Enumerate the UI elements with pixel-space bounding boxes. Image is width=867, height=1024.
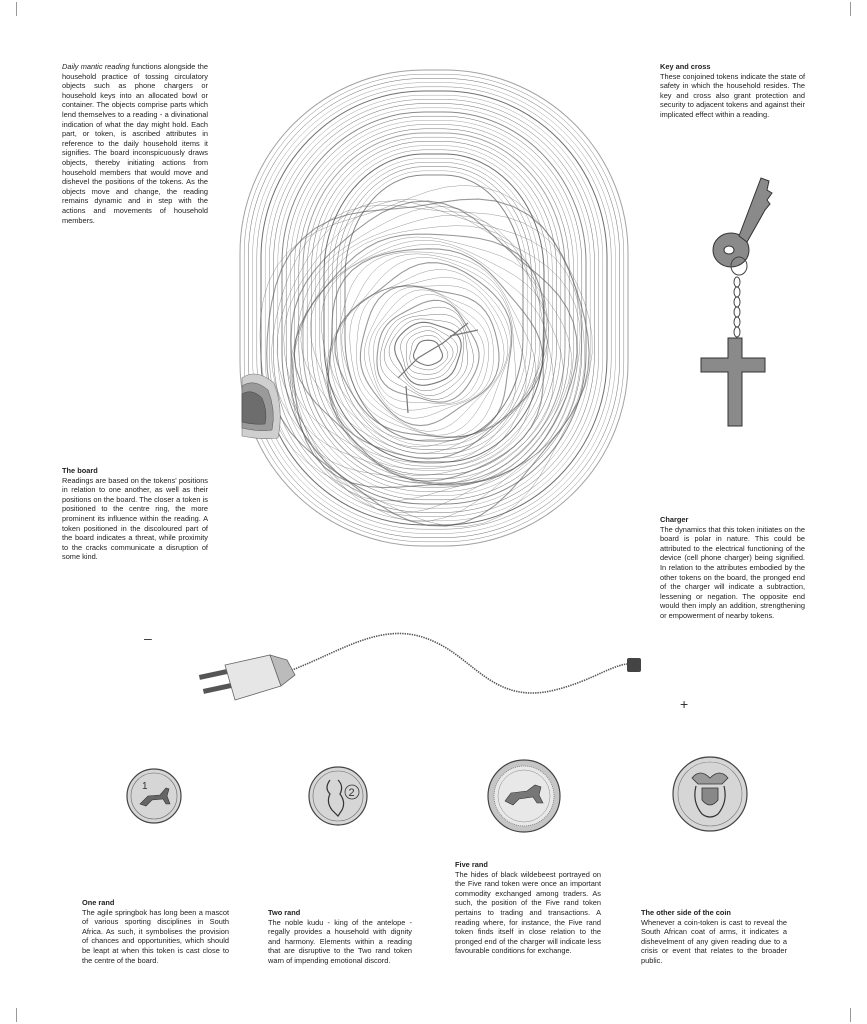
two-rand-description <box>268 908 412 966</box>
board-outer-ring <box>299 129 569 487</box>
board-outer-ring <box>303 133 565 483</box>
intro-paragraph <box>62 62 208 225</box>
board-growth-ring <box>267 199 589 526</box>
board-outer-ring <box>316 146 553 471</box>
board-outer-ring <box>341 171 527 445</box>
charger-description <box>660 515 805 621</box>
board-growth-ring <box>321 244 547 463</box>
board-outer-ring <box>345 175 523 441</box>
board-growth-ring <box>377 300 479 402</box>
crop-mark-top-left <box>2 2 17 16</box>
charger-plug <box>199 655 295 700</box>
other-side-description <box>641 908 787 966</box>
board-growth-ring <box>406 331 453 375</box>
two-rand-body: The noble kudu - king of the antelope - regally provides a household with dignity and harmony. Elements within a reading that are disruptive to the Two rand token warn of impending emotional discord. <box>268 917 412 965</box>
charger-body: The dynamics that this token initiates on the board is polar in nature. This could be attributed to the electrical functioning of the device (cell phone charger) being signified. In relation to the attributes embodied by the other tokens on the board, the pronged end of the charger will indicate a subtraction, lessening or negation. The opposite end would then imply an addition, strengthening or empowerment of nearby tokens. <box>660 524 805 620</box>
board-outer-ring <box>324 154 544 462</box>
board-outer-ring <box>261 91 607 525</box>
charger-cable <box>287 633 633 693</box>
board-growth-ring <box>414 340 443 365</box>
charger-plus-sign: + <box>680 696 689 712</box>
five-rand-coin <box>487 759 561 833</box>
charger-heading: Charger <box>660 515 689 524</box>
board-rings <box>240 70 628 546</box>
board-growth-ring <box>395 322 462 385</box>
coat-of-arms-coin <box>672 756 748 832</box>
board-growth-ring <box>373 294 484 403</box>
board-growth-ring <box>369 290 489 410</box>
board-growth-ring <box>291 201 577 488</box>
crop-mark-top-right <box>850 2 865 16</box>
one-rand-numeral: 1 <box>142 781 148 792</box>
one-rand-heading: One rand <box>82 898 115 907</box>
crop-mark-bottom-right <box>850 1008 865 1022</box>
two-rand-heading: Two rand <box>268 908 301 917</box>
one-rand-body: The agile springbok has long been a mascot of various sporting disciplines in South Africa. As such, it symbolises the provision of chances and opportunities, which should be leapt at when this token is cast close to the centre of the board. <box>82 907 229 965</box>
board-growth-ring <box>360 286 499 426</box>
board-outer-ring <box>248 78 619 537</box>
board-body: Readings are based on the tokens' positions in relation to one another, as well as their positions on the board. The closer a token is positioned to the centre ring, the more prominent its influence within the reading. A token positioned in the discoloured part of the board indicates a threat, while proximity to the cracks communicate a disruption of some kind. <box>62 475 208 562</box>
key-icon <box>713 178 772 267</box>
crop-mark-bottom-left <box>2 1008 17 1022</box>
key-cross-illustration <box>695 170 775 430</box>
other-side-body: Whenever a coin-token is cast to reveal the South African coat of arms, it indicates a dishevelment of any given reading due to a crisis or event that relates to the broader public. <box>641 917 787 965</box>
keyring-chain <box>731 257 747 337</box>
board-outer-ring <box>286 116 582 500</box>
five-rand-description <box>455 860 601 956</box>
board-growth-ring <box>401 326 458 379</box>
key-cross-heading: Key and cross <box>660 62 711 71</box>
board-heading: The board <box>62 466 98 475</box>
one-rand-coin <box>126 768 182 824</box>
two-rand-numeral: 2 <box>348 787 355 799</box>
board-growth-ring <box>330 257 516 440</box>
cross-icon <box>701 338 765 426</box>
one-rand-description <box>82 898 229 965</box>
charger-connector <box>627 658 641 672</box>
other-side-heading: The other side of the coin <box>641 908 731 917</box>
intro-body: functions alongside the household practice of tossing circulatory objects such as phone chargers or household keys into an allocated bowl or container. The objects comprise parts which lend themselves to a reading - a divinational indication of what the day might hold. Each part, or token, is ascribed attributes in reference to the daily household items it signifies. The board inconspicuously draws objects, thereby initiating actions from household members that would move and dishevel the positions of the tokens. As the objects move and change, the reading remains dynamic and in step with the actions and movements of household members. <box>62 62 208 225</box>
intro-lead: Daily mantic reading <box>62 62 130 71</box>
two-rand-coin <box>308 766 368 826</box>
charger-minus-sign: – <box>144 630 152 646</box>
key-cross-body: These conjoined tokens indicate the state of safety in which the household resides. The key and cross also grant protection and security to adjacent tokens and against their implicated effect within a reading. <box>660 71 805 119</box>
board-description <box>62 466 208 562</box>
five-rand-body: The hides of black wildebeest portrayed on the Five rand token were once an important commodity exchanged among traders. As such, the position of the Five rand token pertains to trading and transactions. A reading where, for instance, the Five rand token finds itself in close relation to the pronged end of the charger will indicate less favourable conditions for exchange. <box>455 869 601 956</box>
charger-illustration <box>195 620 655 720</box>
five-rand-heading: Five rand <box>455 860 488 869</box>
key-cross-description <box>660 62 805 120</box>
discoloured-patch <box>242 374 280 439</box>
board-illustration <box>238 68 630 548</box>
